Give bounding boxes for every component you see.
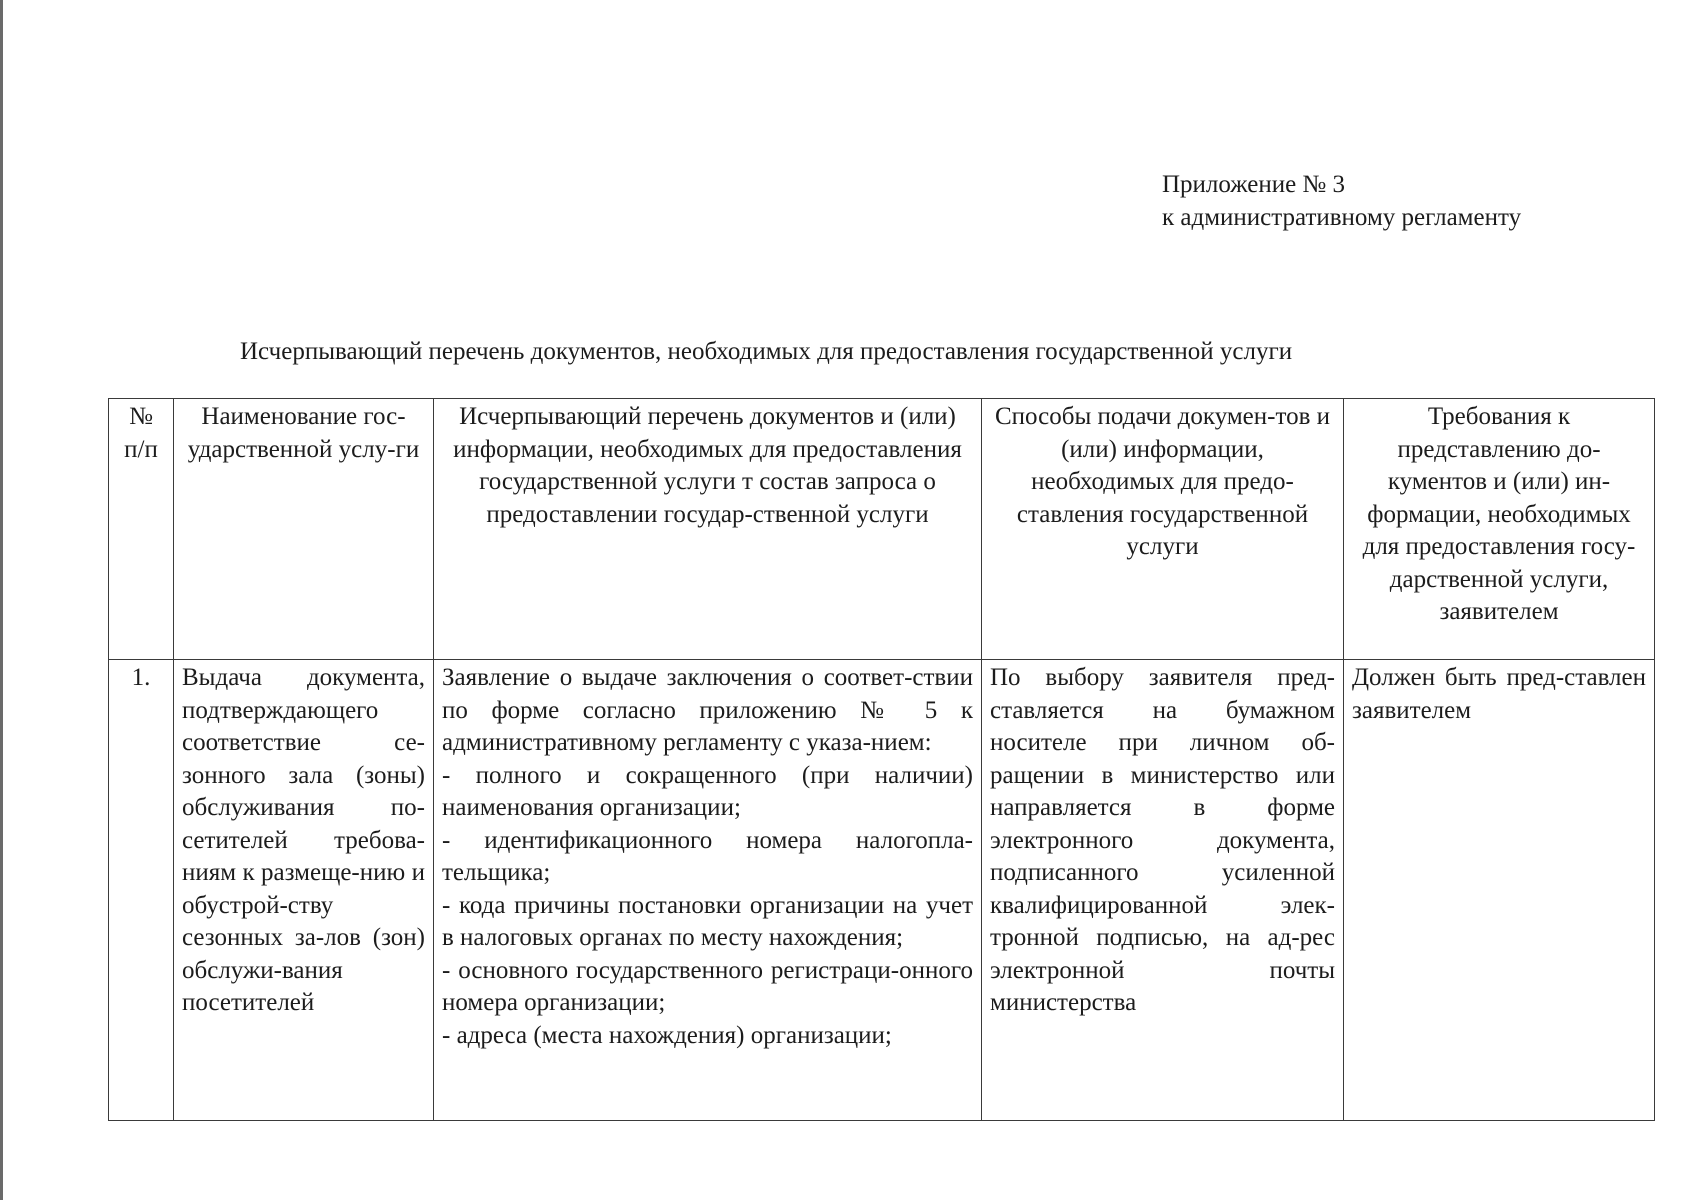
header-submission-methods: Способы подачи докумен-тов и (или) информации, необходимых для предо-ставления государственной услуги bbox=[982, 399, 1344, 660]
document-item: - адреса (места нахождения) организации; bbox=[442, 1021, 892, 1049]
header-documents-list: Исчерпывающий перечень документов и (или) информации, необходимых для предоставления государственной услуги т состав запроса о предоставлении государ-ственной услуги bbox=[434, 399, 982, 660]
table-row bbox=[109, 660, 1655, 1121]
row-submission-methods: По выбору заявителя пред-ставляется на бумажном носителе при личном об-ращении в министерство или направляется в форме электронного документа, подписанного усиленной квалифицированной элек-тронной подписью, на ад-рес электронной почты министерства bbox=[982, 660, 1344, 1121]
table-header-row bbox=[109, 399, 1655, 660]
document-title: Исчерпывающий перечень документов, необходимых для предоставления государственной услуги bbox=[240, 338, 1293, 365]
appendix-line-1: Приложение № 3 bbox=[1162, 171, 1346, 198]
header-number: № п/п bbox=[109, 399, 174, 660]
row-service-name: Выдача документа, подтверждающего соответствие се-зонного зала (зоны) обслуживания по-сетителей требова-ниям к размеще-нию и обустрой-ству сезонных за-лов (зон) обслужи-вания посетителей bbox=[174, 660, 434, 1121]
document-item: - основного государственного регистраци-онного номера организации; bbox=[442, 956, 973, 1016]
requirements-table bbox=[108, 398, 1655, 1121]
appendix-note bbox=[1162, 168, 1521, 234]
row-requirements: Должен быть пред-ставлен заявителем bbox=[1344, 660, 1655, 1121]
row-documents-list bbox=[434, 660, 982, 1121]
scan-edge bbox=[0, 0, 3, 1200]
document-item: - кода причины постановки организации на учет в налоговых органах по месту нахождения; bbox=[442, 891, 973, 951]
document-item: Заявление о выдаче заключения о соответ-ствии по форме согласно приложению № 5 к административному регламенту с указа-нием: bbox=[442, 664, 973, 756]
document-item: - полного и сокращенного (при наличии) наименования организации; bbox=[442, 761, 973, 821]
appendix-line-2: к административному регламенту bbox=[1162, 204, 1522, 231]
row-number: 1. bbox=[109, 660, 174, 1121]
document-item: - идентификационного номера налогопла-тельщика; bbox=[442, 826, 973, 886]
header-requirements: Требования к представлению до-кументов и (или) ин-формации, необходимых для предоставления госу-дарственной услуги, заявителем bbox=[1344, 399, 1655, 660]
header-service-name: Наименование гос-ударственной услу-ги bbox=[174, 399, 434, 660]
